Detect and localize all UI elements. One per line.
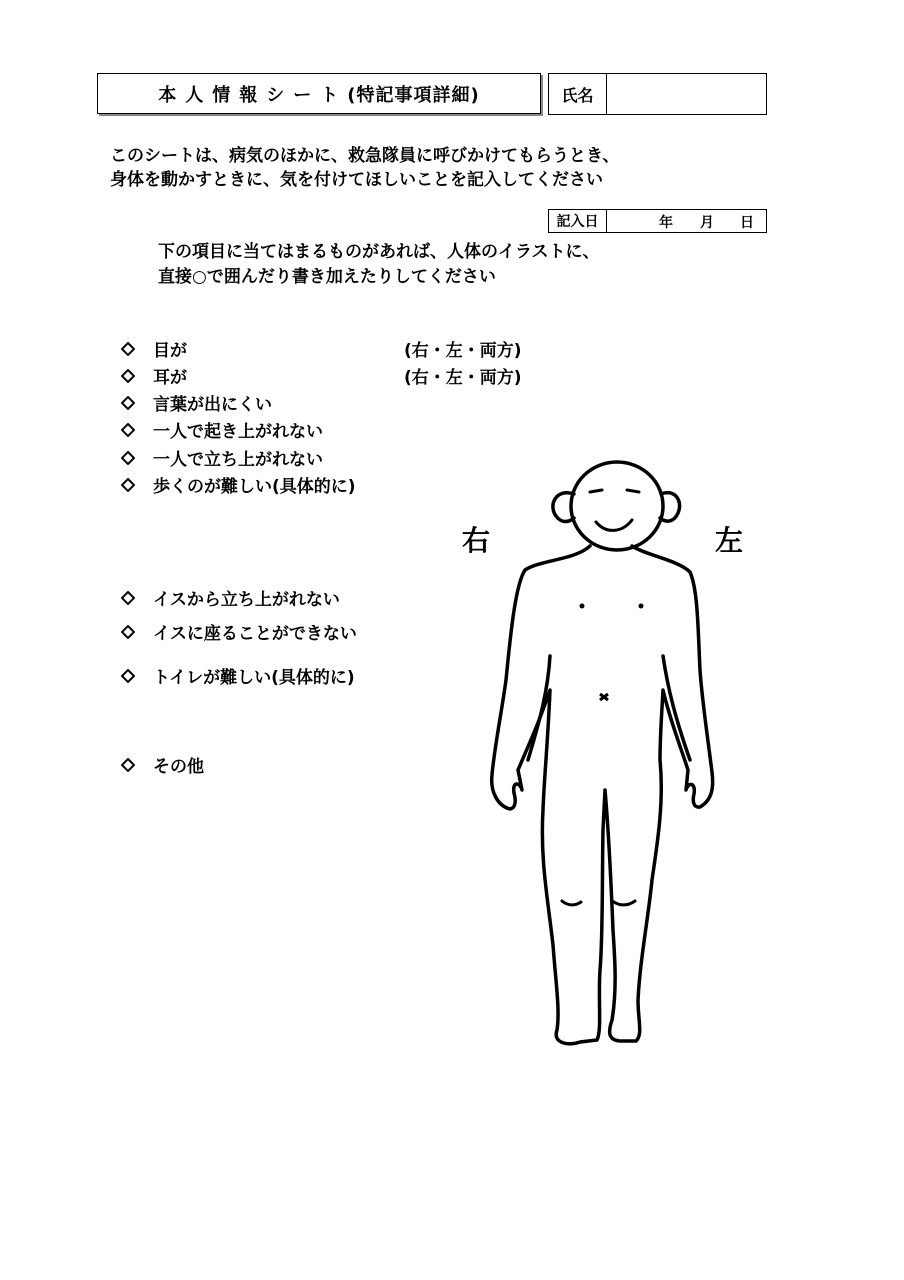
figure-right-label: 右 — [462, 524, 491, 557]
navel-mark — [600, 694, 608, 700]
right-nipple — [580, 604, 585, 609]
list-item — [121, 336, 522, 361]
date-year-label: 年 — [659, 215, 673, 231]
list-item — [121, 390, 272, 415]
mouth — [596, 520, 632, 530]
left-nipple — [639, 604, 644, 609]
item-label: 言葉が出にくい — [153, 395, 272, 415]
sheet-title — [97, 73, 541, 114]
item-label: 一人で立ち上がれない — [153, 450, 323, 470]
diamond-icon — [121, 451, 135, 465]
date-field[interactable] — [607, 210, 766, 232]
item-label: イスに座ることができない — [153, 624, 357, 644]
list-item — [121, 619, 357, 644]
item-sides: (右・左・両方) — [404, 341, 522, 361]
intro-line-1: このシートは、病気のほかに、救急隊員に呼びかけてもらうとき、 — [110, 146, 620, 166]
intro-text — [110, 144, 810, 192]
list-item — [121, 417, 323, 442]
diamond-icon — [121, 369, 135, 383]
diamond-icon — [121, 625, 135, 639]
right-eye — [590, 490, 602, 492]
diamond-icon — [121, 478, 135, 492]
item-label: 耳が — [153, 368, 187, 388]
name-field[interactable] — [607, 74, 766, 114]
diamond-icon — [121, 669, 135, 683]
date-field-box — [548, 209, 767, 233]
diamond-icon — [121, 758, 135, 772]
item-sides: (右・左・両方) — [404, 368, 522, 388]
list-item — [121, 363, 522, 388]
name-label: 氏名 — [549, 74, 607, 114]
list-item — [121, 472, 356, 497]
diamond-icon — [121, 342, 135, 356]
right-knee — [562, 901, 581, 905]
name-field-box — [548, 73, 767, 115]
list-item — [121, 752, 204, 777]
list-item — [121, 445, 323, 470]
date-day-label: 日 — [740, 215, 754, 231]
left-eye — [627, 490, 639, 492]
diamond-icon — [121, 423, 135, 437]
body-outline — [492, 546, 713, 1044]
date-label: 記入日 — [549, 210, 607, 232]
instruction-line-2: 直接○で囲んだり書き加えたりしてください — [158, 267, 496, 287]
item-label: イスから立ち上がれない — [153, 590, 340, 610]
list-item — [121, 663, 355, 688]
list-item — [121, 585, 340, 610]
item-label: 歩くのが難しい(具体的に) — [153, 477, 356, 497]
date-month-label: 月 — [700, 215, 714, 231]
intro-line-2: 身体を動かすときに、気を付けてほしいことを記入してください — [110, 170, 603, 190]
head-outline — [571, 462, 663, 550]
sheet-title-sub: (特記事項詳細) — [347, 84, 480, 106]
item-label: トイレが難しい(具体的に) — [153, 668, 355, 688]
instruction-line-1: 下の項目に当てはまるものがあれば、人体のイラストに、 — [158, 242, 600, 262]
item-label: 一人で起き上がれない — [153, 422, 323, 442]
figure-left-label: 左 — [715, 524, 744, 557]
diamond-icon — [121, 396, 135, 410]
instruction-text — [158, 240, 778, 290]
item-label: その他 — [153, 757, 204, 777]
item-label: 目が — [153, 341, 187, 361]
human-body-figure[interactable] — [470, 455, 730, 1055]
diamond-icon — [121, 591, 135, 605]
sheet-title-main: 本人情報シート — [158, 84, 348, 106]
left-knee — [614, 901, 635, 905]
